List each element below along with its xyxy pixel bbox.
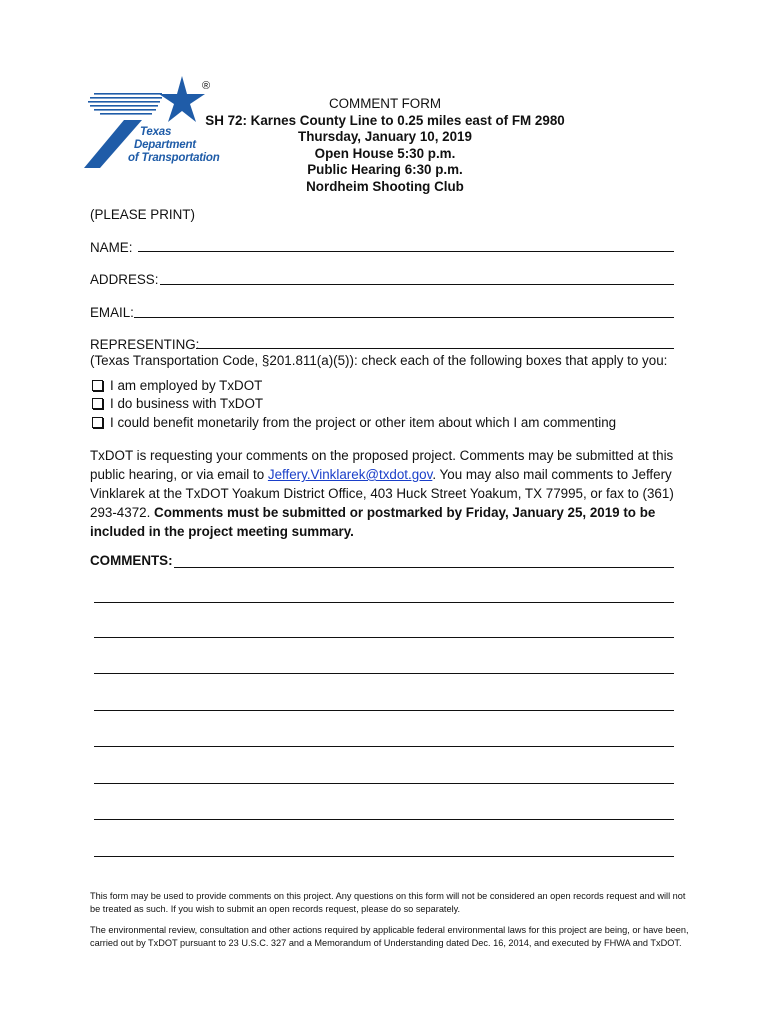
hearing-date: Thursday, January 10, 2019 bbox=[298, 129, 472, 145]
deadline-text: Comments must be submitted or postmarked by Friday, January 25, 2019 to be included in the project meeting summary. bbox=[90, 505, 656, 539]
comments-line-5[interactable] bbox=[94, 710, 674, 711]
comments-line-6[interactable] bbox=[94, 746, 674, 747]
comments-label: COMMENTS: bbox=[90, 553, 173, 568]
checkbox-icon[interactable] bbox=[92, 417, 103, 428]
address-field[interactable] bbox=[160, 284, 674, 285]
comments-line-2[interactable] bbox=[94, 602, 674, 603]
registered-mark: ® bbox=[202, 80, 211, 92]
name-field[interactable] bbox=[138, 251, 674, 252]
checkbox-icon[interactable] bbox=[92, 380, 103, 391]
instructions-paragraph bbox=[90, 446, 690, 541]
please-print-note: (PLEASE PRINT) bbox=[90, 207, 195, 222]
checkbox-icon[interactable] bbox=[92, 398, 103, 409]
form-title: COMMENT FORM bbox=[328, 96, 442, 111]
comments-line-1[interactable] bbox=[174, 567, 674, 568]
address-label: ADDRESS: bbox=[90, 272, 159, 287]
code-note: (Texas Transportation Code, §201.811(a)(5)): check each of the following boxes that apply to you: bbox=[90, 353, 668, 368]
email-label: EMAIL: bbox=[90, 305, 134, 320]
checkbox-employed[interactable] bbox=[92, 378, 262, 393]
representing-field[interactable] bbox=[196, 348, 674, 349]
logo-line-1: Texas bbox=[140, 126, 172, 138]
instructions-text-2: . You may also mail comments to Jeffery Vinklarek at the TxDOT Yoakum District Office, 403 Huck Street Yoakum, TX 77995, or fax to (361) 293-4372. bbox=[90, 467, 674, 520]
environmental-note: The environmental review, consultation and other actions required by applicable federal environmental laws for this project are being, or have been, carried out by TxDOT pursuant to 23 U.S.C. 327 and a Memorandum of Understanding dated Dec. 16, 2014, and executed by FHWA and TxDOT. bbox=[90, 925, 689, 948]
email-link[interactable]: Jeffery.Vinklarek@txdot.gov bbox=[267, 467, 433, 482]
comments-line-8[interactable] bbox=[94, 819, 674, 820]
email-field[interactable] bbox=[134, 317, 674, 318]
checkbox-business[interactable] bbox=[92, 396, 263, 411]
checkbox-benefit-label: I could benefit monetarily from the project or other item about which I am commenting bbox=[110, 415, 617, 430]
public-hearing-time: Public Hearing 6:30 p.m. bbox=[307, 162, 463, 178]
open-records-note: This form may be used to provide comments on this project. Any questions on this form will not be considered an open records request and will not be treated as such. If you wish to submit an open records request, please do so separately. bbox=[90, 891, 686, 914]
open-house-time: Open House 5:30 p.m. bbox=[314, 145, 456, 161]
instructions-text-1: TxDOT is requesting your comments on the proposed project. Comments may be submitted at this public hearing, or via email to bbox=[90, 448, 674, 482]
comments-line-4[interactable] bbox=[94, 673, 674, 674]
comments-line-7[interactable] bbox=[94, 783, 674, 784]
hearing-location: Nordheim Shooting Club bbox=[306, 178, 464, 194]
logo-line-3: of Transportation bbox=[128, 152, 220, 164]
name-label: NAME: bbox=[90, 240, 133, 255]
checkbox-employed-label: I am employed by TxDOT bbox=[110, 378, 263, 393]
form-header bbox=[200, 96, 570, 196]
logo-line-2: Department bbox=[134, 139, 196, 151]
checkbox-benefit[interactable] bbox=[92, 415, 616, 430]
checkbox-business-label: I do business with TxDOT bbox=[110, 396, 264, 411]
comments-line-3[interactable] bbox=[94, 637, 674, 638]
project-description: SH 72: Karnes County Line to 0.25 miles east of FM 2980 bbox=[205, 112, 565, 128]
comments-line-9[interactable] bbox=[94, 856, 674, 857]
txdot-logo bbox=[84, 72, 220, 172]
representing-label: REPRESENTING: bbox=[90, 337, 200, 352]
